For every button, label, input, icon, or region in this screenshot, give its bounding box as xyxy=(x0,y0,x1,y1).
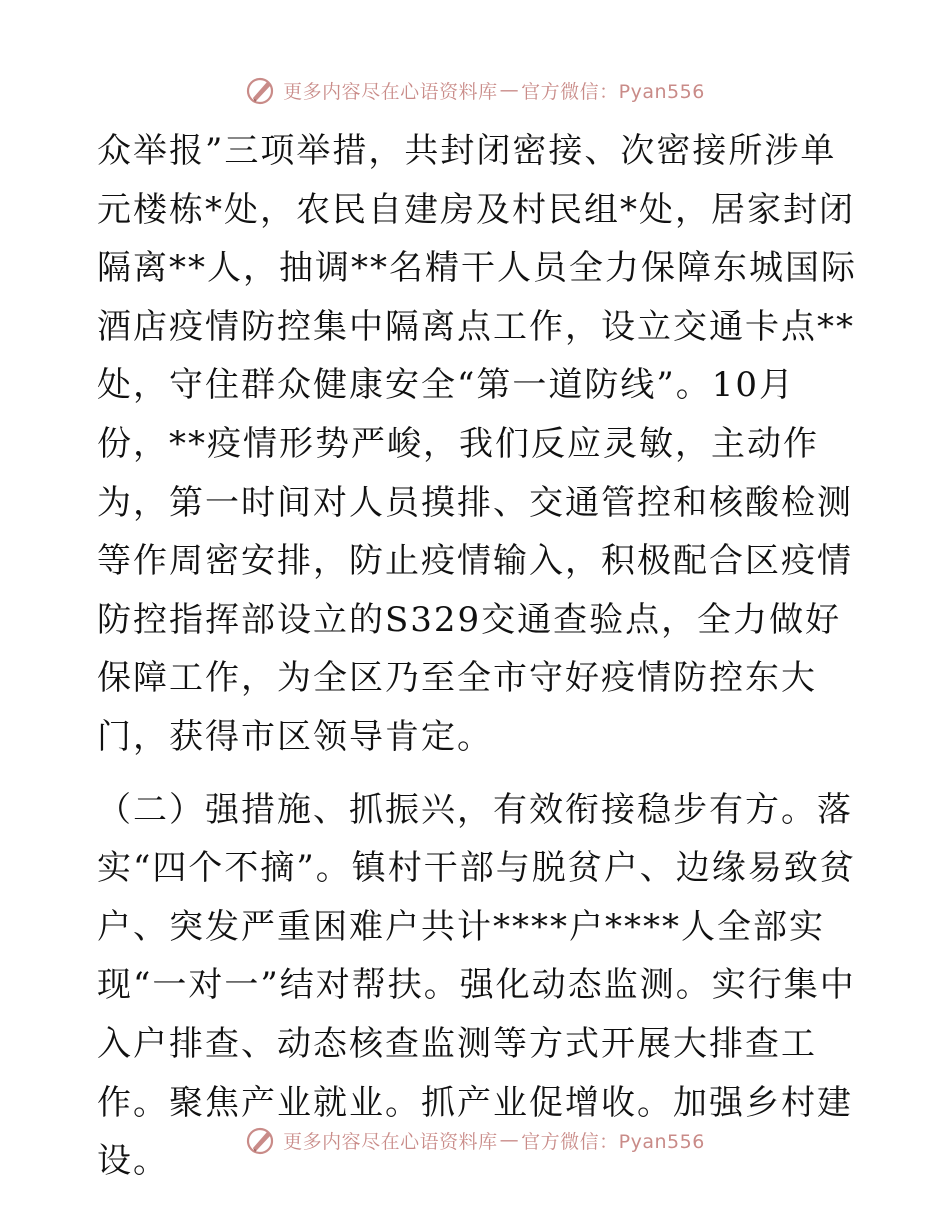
watermark-contact: 官方微信：Pyan556 xyxy=(521,1130,705,1153)
document-body xyxy=(97,122,857,1191)
watermark-text: 更多内容尽在心语资料库 xyxy=(283,1130,498,1153)
pen-in-circle-logo-icon xyxy=(245,74,277,106)
paragraph-epidemic-control: 众举报”三项举措，共封闭密接、次密接所涉单元楼栋*处，农民自建房及村民组*处，居家封闭隔离**人，抽调**名精干人员全力保障东城国际酒店疫情防控集中隔离点工作，设立交通卡点**处，守住群众健康安全“第一道防线”。10月份，**疫情形势严峻，我们反应灵敏，主动作为，第一时间对人员摸排、交通管控和核酸检测等作周密安排，防止疫情输入，积极配合区疫情防控指挥部设立的S329交通查验点，全力做好保障工作，为全区乃至全市守好疫情防控东大门，获得市区领导肯定。 xyxy=(97,131,857,757)
watermark-text: 更多内容尽在心语资料库 xyxy=(283,80,498,103)
watermark-separator: — xyxy=(499,1129,520,1151)
watermark-separator: — xyxy=(499,79,520,101)
footer-watermark xyxy=(0,1120,950,1160)
paragraph-rural-revitalization: （二）强措施、抓振兴，有效衔接稳步有方。落实“四个不摘”。镇村干部与脱贫户、边缘易致贫户、突发严重困难户共计****户****人全部实现“一对一”结对帮扶。强化动态监测。实行集中入户排查、动态核查监测等方式开展大排查工作。聚焦产业就业。抓产业促增收。加强乡村建设。 xyxy=(97,789,856,1182)
header-watermark xyxy=(0,70,950,110)
pen-in-circle-logo-icon xyxy=(245,1124,277,1156)
watermark-contact: 官方微信：Pyan556 xyxy=(521,80,705,103)
